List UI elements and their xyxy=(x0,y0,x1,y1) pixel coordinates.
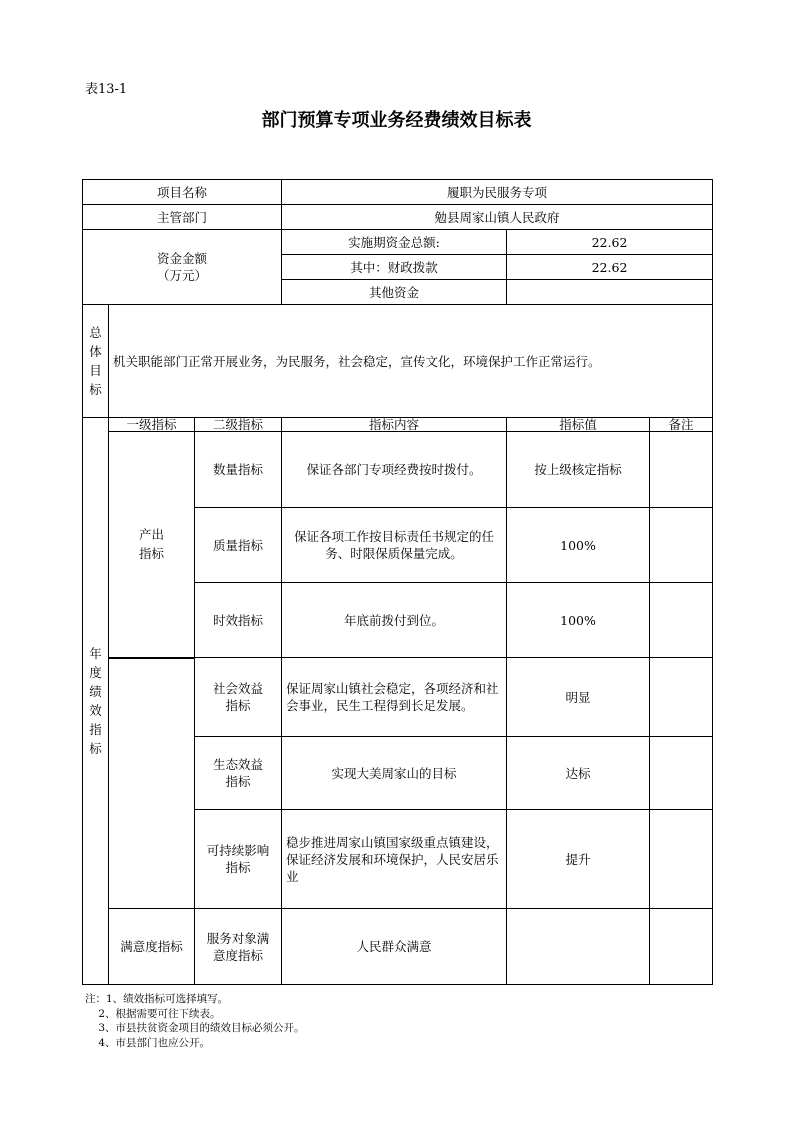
level2-cell: 可持续影响指标 xyxy=(195,810,282,909)
value-cell: 达标 xyxy=(507,737,650,810)
output-indicator-label: 产出指标 xyxy=(109,432,195,658)
page-title: 部门预算专项业务经费绩效目标表 xyxy=(261,110,532,131)
level2-cell: 数量指标 xyxy=(195,432,282,508)
value-cell: 100% xyxy=(507,583,650,658)
header-note: 备注 xyxy=(650,418,713,432)
indicator-row xyxy=(83,658,713,737)
fund-label-text: 资金金额 xyxy=(156,251,207,266)
overall-goal-label: 总体目标 xyxy=(83,305,109,418)
value-cell: 提升 xyxy=(507,810,650,909)
project-name-value: 履职为民服务专项 xyxy=(282,180,713,205)
value-cell xyxy=(507,909,650,985)
header-value: 指标值 xyxy=(507,418,650,432)
content-cell: 保证各部门专项经费按时拨付。 xyxy=(282,432,507,508)
header-level1: 一级指标 xyxy=(109,418,195,432)
note-cell xyxy=(650,658,713,737)
content-cell: 年底前拨付到位。 xyxy=(282,583,507,658)
content-cell: 实现大美周家山的目标 xyxy=(282,737,507,810)
note-cell xyxy=(650,909,713,985)
footnotes xyxy=(85,992,305,1050)
fund-label xyxy=(83,230,282,305)
footnote-line: 2、根据需要可往下续表。 xyxy=(85,1007,221,1020)
header-content: 指标内容 xyxy=(282,418,507,432)
note-cell xyxy=(650,432,713,508)
indicator-row xyxy=(83,432,713,508)
satisfaction-indicator-label: 满意度指标 xyxy=(109,909,195,985)
level2-cell: 时效指标 xyxy=(195,583,282,658)
annual-indicator-label: 年度绩效指标 xyxy=(83,418,109,985)
dept-value: 勉县周家山镇人民政府 xyxy=(282,205,713,230)
value-cell: 按上级核定指标 xyxy=(507,432,650,508)
row-department xyxy=(83,205,713,230)
level2-cell: 服务对象满意度指标 xyxy=(195,909,282,985)
content-cell: 稳步推进周家山镇国家级重点镇建设，保证经济发展和环境保护，人民安居乐业 xyxy=(282,810,507,909)
overall-goal-text: 机关职能部门正常开展业务，为民服务，社会稳定，宣传文化，环境保护工作正常运行。 xyxy=(109,305,713,418)
note-cell xyxy=(650,810,713,909)
content-cell: 保证各项工作按目标责任书规定的任务、时限保质保量完成。 xyxy=(282,508,507,583)
level2-cell: 质量指标 xyxy=(195,508,282,583)
fiscal-fund-value: 22.62 xyxy=(507,255,713,280)
form-number: 表13-1 xyxy=(85,82,128,97)
value-cell: 100% xyxy=(507,508,650,583)
footnote-line: 注：1、绩效指标可选择填写。 xyxy=(85,993,229,1005)
level2-cell: 生态效益指标 xyxy=(195,737,282,810)
total-fund-value: 22.62 xyxy=(507,230,713,255)
performance-table xyxy=(82,179,713,985)
row-project-name xyxy=(83,180,713,205)
benefit-indicator-label xyxy=(109,658,195,909)
note-cell xyxy=(650,583,713,658)
other-fund-value xyxy=(507,280,713,305)
note-cell xyxy=(650,508,713,583)
project-name-label: 项目名称 xyxy=(83,180,282,205)
note-cell xyxy=(650,737,713,810)
content-cell: 人民群众满意 xyxy=(282,909,507,985)
total-fund-label: 实施期资金总额: xyxy=(282,230,507,255)
level2-cell: 社会效益指标 xyxy=(195,658,282,737)
fiscal-fund-label: 其中：财政拨款 xyxy=(282,255,507,280)
header-level2: 二级指标 xyxy=(195,418,282,432)
indicator-row xyxy=(83,909,713,985)
row-indicator-headers xyxy=(83,418,713,432)
value-cell: 明显 xyxy=(507,658,650,737)
dept-label: 主管部门 xyxy=(83,205,282,230)
content-cell: 保证周家山镇社会稳定，各项经济和社会事业，民生工程得到长足发展。 xyxy=(282,658,507,737)
row-overall-goal xyxy=(83,305,713,418)
row-fund-total xyxy=(83,230,713,255)
footnote-line: 3、市县扶贫资金项目的绩效目标必须公开。 xyxy=(85,1022,305,1034)
fund-unit-text: （万元） xyxy=(156,268,207,283)
footnote-line: 4、市县部门也应公开。 xyxy=(85,1036,211,1049)
other-fund-label: 其他资金 xyxy=(282,280,507,305)
